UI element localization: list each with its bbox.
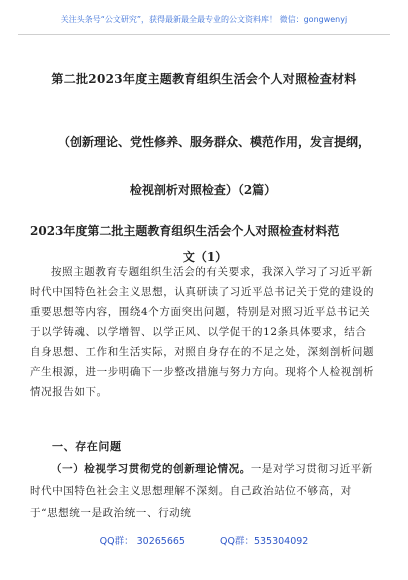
subtitle-line1: 2023年度第二批主题教育组织生活会个人对照检查材料范 (30, 224, 340, 238)
header-divider (18, 34, 390, 35)
subtitle-line2: 文（1） (182, 250, 228, 264)
footer-qq-group-1: QQ群： 30265665 (99, 536, 185, 547)
intro-paragraph (30, 262, 375, 402)
document-title-scope (58, 118, 378, 214)
item1-paragraph (30, 458, 375, 524)
item1-text: 一是对学习贯彻习近平新时代中国特色社会主义思想理解不深刻。自己政治站位不够高，对于“思想统一是政治统一、行动统 (30, 463, 373, 519)
title-scope-line2: 检视剖析对照检查）（2篇） (129, 183, 277, 197)
header-banner: 关注头条号“公文研究”，获得最新最全最专业的公文资料库！ 微信：gongwenyj (60, 15, 348, 24)
footer-contacts (0, 533, 408, 547)
item1-heading: （一）检视学习贯彻党的创新理论情况。 (51, 463, 251, 475)
section-heading-problems: 一、存在问题 (52, 440, 122, 453)
document-title: 第二批2023年度主题教育组织生活会个人对照检查材料 (51, 72, 357, 86)
title-scope-line1: （创新理论、党性修养、服务群众、模范作用，发言提纲， (58, 135, 371, 149)
footer-qq-group-2: QQ群：535304092 (220, 536, 309, 547)
intro-text: 按照主题教育专题组织生活会的有关要求，我深入学习了习近平新时代中国特色社会主义思想，认真研读了习近平总书记关于党的建设的重要思想等内容，围绕4个方面突出问题，特别是对照习近平总书记关于以学铸魂、以学增智、以学正风、以学促干的12条具体要求，结合自身思想、工作和生活实际，对照自身存在的不足之处，深刻剖析问题产生根源，进一步明确下一步整改措施与努力方向。现将个人检视剖析情况报告如下。 (30, 266, 375, 398)
